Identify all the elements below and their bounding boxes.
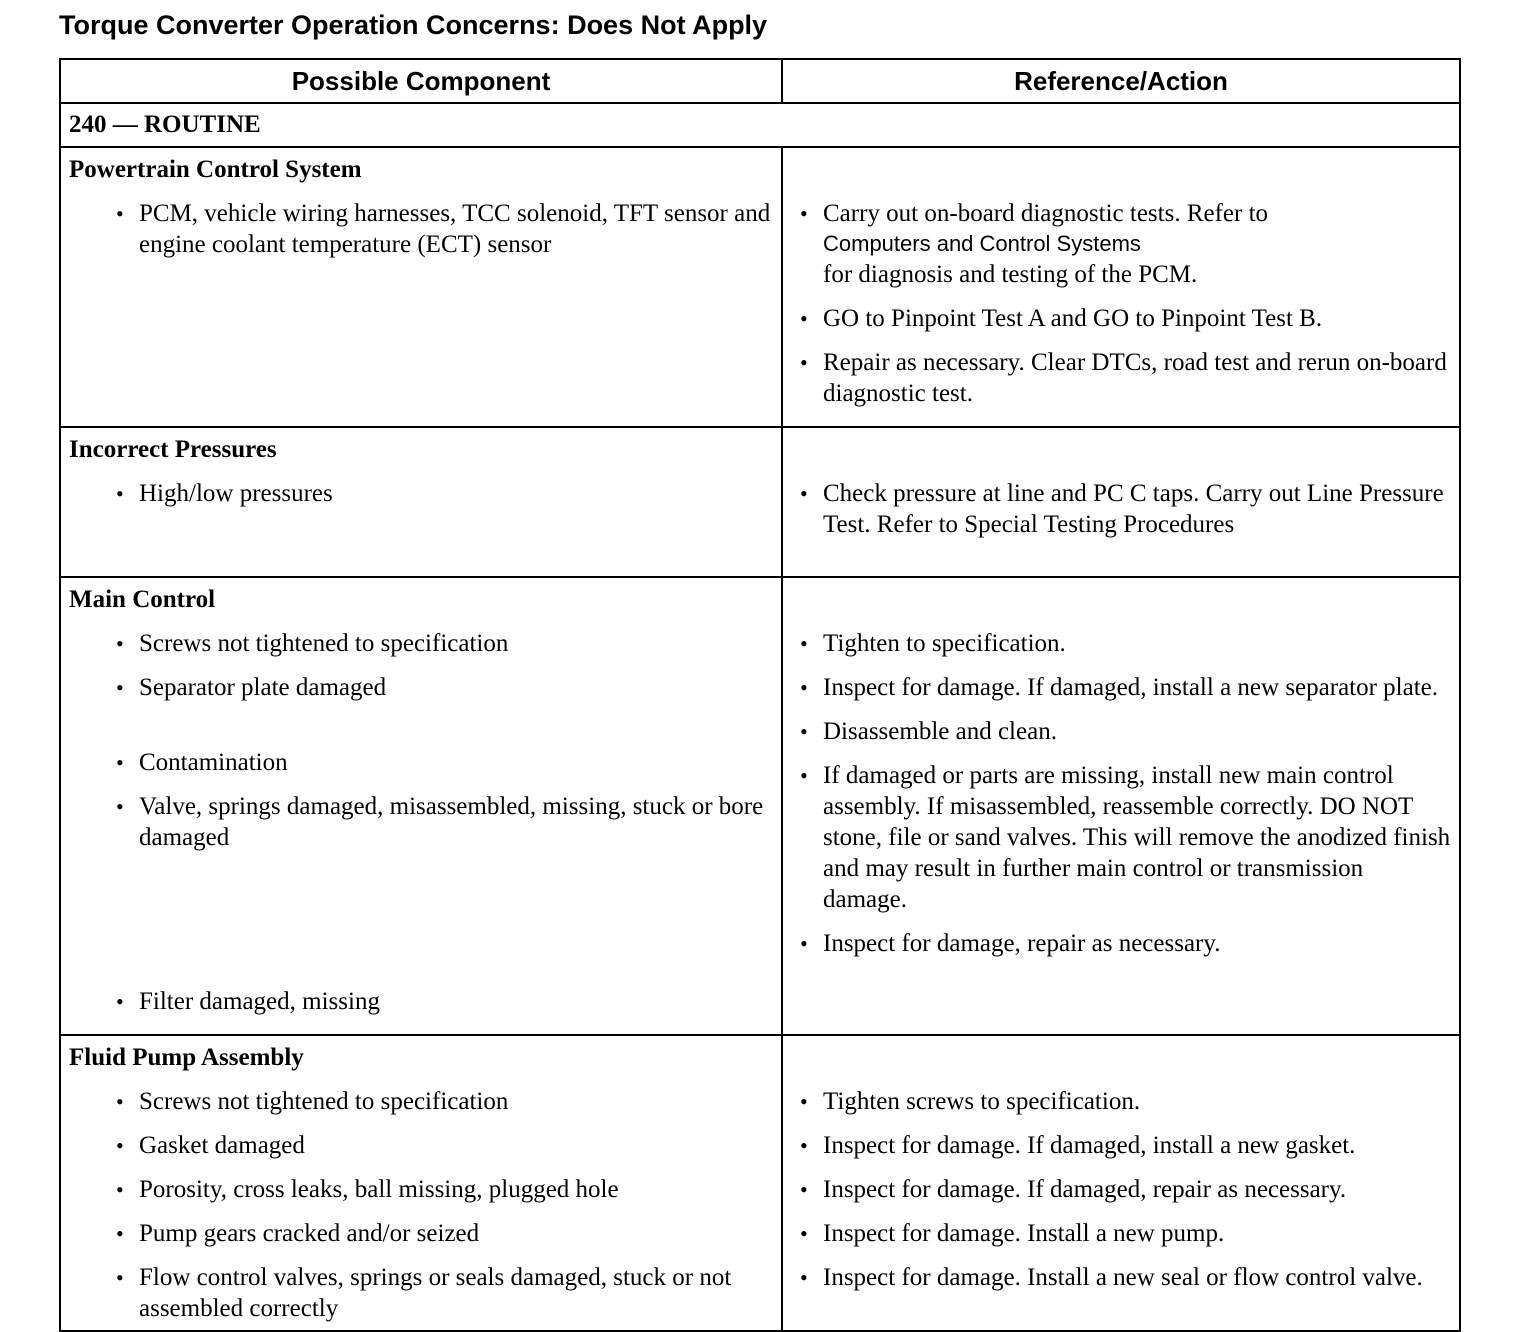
category-row	[60, 577, 1460, 1035]
component-item: • Gasket damaged	[116, 1132, 305, 1159]
category-row	[60, 427, 1460, 577]
action-item: • Tighten screws to specification.	[800, 1088, 1141, 1115]
bullet-icon: •	[116, 1265, 124, 1290]
action-item: • Repair as necessary. Clear DTCs, road test and rerun on-board diagnostic test.	[800, 349, 1447, 407]
section-row	[60, 103, 1460, 147]
action-item: • Tighten to specification.	[800, 630, 1066, 657]
component-item: • Valve, springs damaged, misassembled, missing, stuck or bore damaged	[116, 793, 764, 851]
bullet-icon: •	[800, 1221, 808, 1246]
bullet-icon: •	[800, 763, 808, 788]
category-heading: Fluid Pump Assembly	[69, 1044, 304, 1071]
component-item: • High/low pressures	[116, 480, 333, 507]
bullet-icon: •	[116, 481, 124, 506]
bullet-icon: •	[800, 631, 808, 656]
action-item: • Check pressure at line and PC C taps. Carry out Line Pressure Test. Refer to Special Testing Procedures	[800, 480, 1444, 538]
bullet-icon: •	[116, 1221, 124, 1246]
component-item: • PCM, vehicle wiring harnesses, TCC solenoid, TFT sensor and engine coolant temperature (ECT) sensor	[116, 200, 771, 258]
action-item: • Inspect for damage. If damaged, install a new separator plate.	[800, 674, 1439, 701]
page-title: Torque Converter Operation Concerns: Does Not Apply	[59, 10, 768, 40]
action-item: • Inspect for damage. If damaged, repair as necessary.	[800, 1176, 1347, 1203]
concerns-table	[59, 58, 1461, 1332]
section-label: 240 — ROUTINE	[60, 103, 1460, 147]
component-item: • Contamination	[116, 749, 288, 776]
bullet-icon: •	[800, 1133, 808, 1158]
component-item: • Screws not tightened to specification	[116, 1088, 509, 1115]
category-row	[60, 147, 1460, 427]
action-item: • Disassemble and clean.	[800, 718, 1057, 745]
bullet-icon: •	[116, 794, 124, 819]
component-item: • Screws not tightened to specification	[116, 630, 509, 657]
bullet-icon: •	[800, 481, 808, 506]
component-item: • Porosity, cross leaks, ball missing, plugged hole	[116, 1176, 619, 1203]
category-heading: Main Control	[69, 586, 216, 613]
header-possible-component: Possible Component	[60, 59, 782, 103]
component-item: • Flow control valves, springs or seals damaged, stuck or not assembled correctly	[116, 1264, 732, 1322]
category-heading: Powertrain Control System	[69, 156, 362, 183]
bullet-icon: •	[116, 201, 124, 226]
action-item: • Carry out on-board diagnostic tests. Refer to Computers and Control Systems for diagnosis and testing of the PCM.	[791, 198, 1451, 290]
action-item: • Inspect for damage, repair as necessary.	[800, 930, 1221, 957]
action-item: • Inspect for damage. Install a new seal or flow control valve.	[800, 1264, 1423, 1291]
bullet-icon: •	[800, 931, 808, 956]
bullet-icon: •	[800, 306, 808, 331]
bullet-icon: •	[800, 719, 808, 744]
component-item: • Pump gears cracked and/or seized	[116, 1220, 480, 1247]
bullet-icon: •	[116, 1133, 124, 1158]
category-heading: Incorrect Pressures	[69, 436, 277, 463]
bullet-icon: •	[800, 1089, 808, 1114]
action-item: • Inspect for damage. If damaged, install a new gasket.	[800, 1132, 1356, 1159]
bullet-icon: •	[800, 675, 808, 700]
action-item: • If damaged or parts are missing, install new main control assembly. If misassembled, reassemble correctly. DO NOT stone, file or sand valves. This will remove the anodized finish and may result in further main control or transmission damage.	[800, 762, 1451, 913]
header-reference-action: Reference/Action	[782, 59, 1460, 103]
bullet-icon: •	[800, 1177, 808, 1202]
bullet-icon: •	[116, 989, 124, 1014]
bullet-icon: •	[116, 675, 124, 700]
header-row	[60, 59, 1460, 103]
action-item: • Inspect for damage. Install a new pump.	[800, 1220, 1225, 1247]
bullet-icon: •	[800, 350, 808, 375]
bullet-icon: •	[116, 1177, 124, 1202]
action-item: • GO to Pinpoint Test A and GO to Pinpoint Test B.	[800, 305, 1323, 332]
bullet-icon: •	[116, 631, 124, 656]
component-item: • Separator plate damaged	[116, 674, 387, 701]
bullet-icon: •	[800, 1265, 808, 1290]
component-item: • Filter damaged, missing	[116, 988, 380, 1015]
bullet-icon: •	[116, 750, 124, 775]
reference-text: Computers and Control Systems	[823, 231, 1141, 256]
bullet-icon: •	[116, 1089, 124, 1114]
bullet-icon: •	[800, 201, 808, 226]
category-row	[60, 1035, 1460, 1331]
